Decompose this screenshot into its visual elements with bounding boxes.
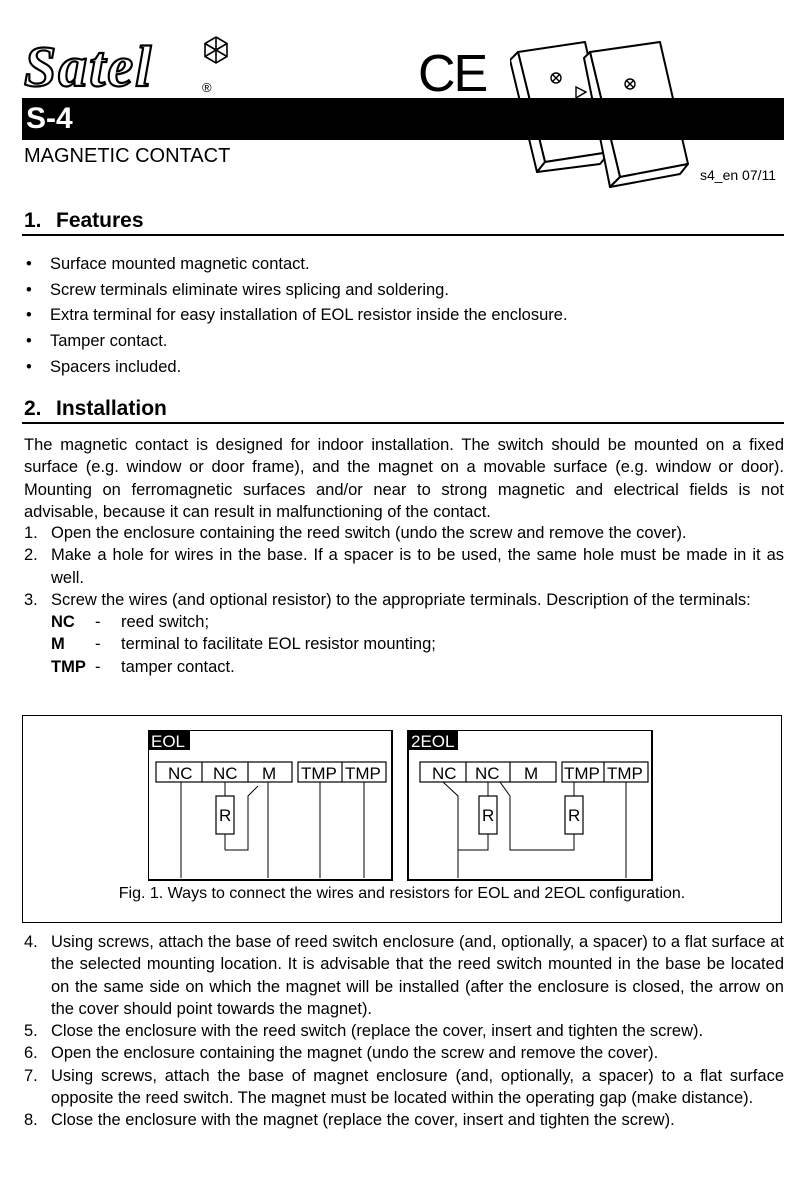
list-item: • Extra terminal for easy installation of EOL resistor inside the enclosure. (24, 303, 784, 329)
section-rule (22, 422, 784, 424)
eol-label: EOL (151, 732, 186, 751)
terminal-list (51, 611, 784, 678)
installation-steps-continued (24, 931, 784, 1132)
list-item: • Screw terminals eliminate wires splicing and soldering. (24, 278, 784, 304)
eol2-resistor-1-label: R (482, 806, 495, 825)
eol-terminal-tmp2: TMP (345, 764, 381, 783)
step-item: 3. Screw the wires (and optional resistor) to the appropriate terminals. Description of the terminals: NC - reed switch; M - terminal to facilitate EOL resistor mounting; TMP - tamper contact. (24, 589, 784, 678)
eol-resistor-label: R (219, 806, 232, 825)
product-model: S-4 (26, 102, 73, 135)
eol2-resistor-2-label: R (568, 806, 581, 825)
asterisk-icon (205, 37, 227, 63)
eol2-terminal-tmp2: TMP (607, 764, 643, 783)
eol2-terminal-tmp1: TMP (564, 764, 600, 783)
wiring-diagram (148, 730, 660, 882)
eol2-panel (408, 730, 652, 880)
list-item: • Spacers included. (24, 355, 784, 381)
title-bar (22, 98, 784, 140)
installation-intro: The magnetic contact is designed for indoor installation. The switch should be mounted on a fixed surface (e.g. window or door frame), and the magnet on a movable surface (e.g. window or door). Mounting on ferromagnetic surfaces and/or near to strong magnetic and electrical fields is not advisable, because it can result in malfunctioning of the contact. (24, 436, 784, 521)
list-item: • Surface mounted magnetic contact. (24, 252, 784, 278)
step-item: 6. Open the enclosure containing the magnet (undo the screw and remove the cover). (24, 1044, 659, 1063)
eol2-terminal-m: M (524, 764, 539, 783)
step-item: 8. Close the enclosure with the magnet (replace the cover, insert and tighten the screw). (24, 1111, 675, 1130)
registered-mark: ® (202, 80, 212, 95)
features-list (24, 252, 784, 381)
section-heading-features: 1. Features (24, 209, 144, 232)
eol-terminal-nc1: NC (168, 764, 193, 783)
eol-panel (148, 730, 392, 880)
step-item: 7. Using screws, attach the base of magnet enclosure (and, optionally, a spacer) to a flat surface opposite the reed switch. The magnet must be located within the operating gap (make distance). (24, 1066, 784, 1108)
brand-wordmark: Satel (24, 34, 154, 98)
eol2-label: 2EOL (411, 732, 455, 751)
section-rule (22, 234, 784, 236)
satel-logo (22, 30, 237, 98)
step-item: 4. Using screws, attach the base of reed switch enclosure (and, optionally, a spacer) to a flat surface at the selected mounting location. It is advisable that the reed switch mounted in the base be located on the same side on which the magnet will be installed (after the enclosure is closed, the arrow on the cover should point towards the magnet). (24, 933, 784, 1018)
svg-text:CE: CE (418, 47, 487, 97)
terminal-row: NC - reed switch; (51, 613, 210, 632)
eol2-terminal-nc1: NC (432, 764, 457, 783)
step-item: 2. Make a hole for wires in the base. If a spacer is to be used, the same hole must be made in it as well. (24, 546, 784, 587)
terminal-row: TMP - tamper contact. (51, 657, 235, 676)
eol-terminal-nc2: NC (213, 764, 238, 783)
product-subtitle: MAGNETIC CONTACT (24, 145, 231, 167)
eol-terminal-tmp1: TMP (301, 764, 337, 783)
step-item: 5. Close the enclosure with the reed switch (replace the cover, insert and tighten the screw). (24, 1022, 704, 1041)
terminal-row: M - terminal to facilitate EOL resistor mounting; (51, 635, 436, 654)
step-item: 1. Open the enclosure containing the reed switch (undo the screw and remove the cover). (24, 524, 687, 542)
list-item: • Tamper contact. (24, 329, 784, 355)
eol2-terminal-nc2: NC (475, 764, 500, 783)
section-heading-installation: 2. Installation (24, 397, 167, 420)
figure-caption: Fig. 1. Ways to connect the wires and resistors for EOL and 2EOL configuration. (118, 885, 686, 902)
ce-mark (418, 47, 488, 97)
document-version: s4_en 07/11 (700, 167, 777, 183)
installation-steps (24, 522, 784, 678)
eol-terminal-m: M (262, 764, 277, 783)
